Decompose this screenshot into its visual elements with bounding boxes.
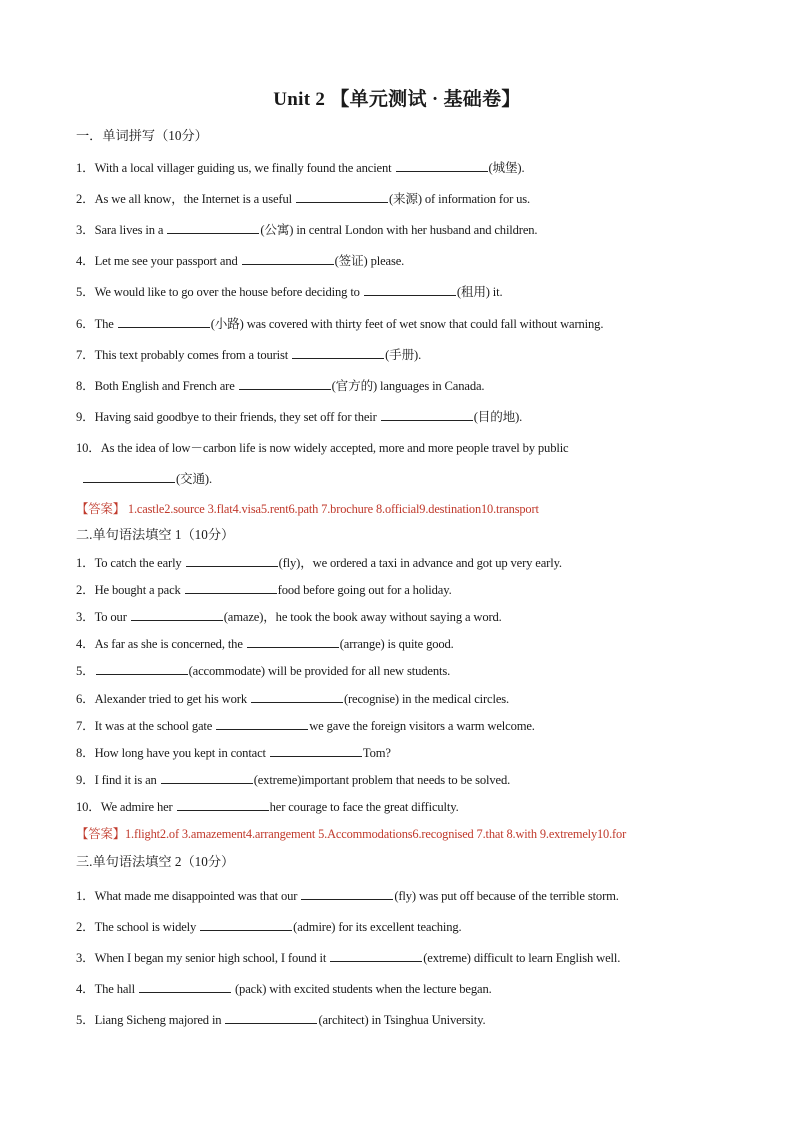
answer-blank[interactable] bbox=[161, 772, 253, 784]
answer-blank[interactable] bbox=[139, 981, 231, 993]
question: 3．Sara lives in a (公寓) in central London with her husband and children. bbox=[76, 223, 538, 237]
question: 3．To our (amaze)，he took the book away without saying a word. bbox=[76, 610, 502, 624]
question: 1．With a local villager guiding us, we finally found the ancient (城堡). bbox=[76, 161, 525, 175]
question: 9．Having said goodbye to their friends, they set off for their (目的地). bbox=[76, 410, 523, 424]
answer-key bbox=[76, 499, 539, 517]
answer-blank[interactable] bbox=[225, 1012, 317, 1024]
answer-text: 1.flight2.of 3.amazement4.arrangement 5.Accommodations6.recognised 7.that 8.with 9.extremely10.for bbox=[124, 827, 627, 841]
answer-blank[interactable] bbox=[296, 191, 388, 203]
answer-label: 【答案】 bbox=[76, 502, 125, 516]
question: 10．We admire her her courage to face the great difficulty. bbox=[76, 800, 459, 814]
answer-text: 1.castle2.source 3.flat4.visa5.rent6.path 7.brochure 8.official9.destination10.transport bbox=[124, 502, 539, 516]
answer-blank[interactable] bbox=[185, 582, 277, 594]
section-heading: 三.单句语法填空 2（10分） bbox=[76, 854, 235, 869]
question: 1．To catch the early (fly)，we ordered a taxi in advance and got up very early. bbox=[76, 556, 562, 570]
question: 4．The hall (pack) with excited students when the lecture began. bbox=[76, 982, 492, 996]
question-continuation: (交通). bbox=[82, 468, 212, 487]
answer-blank[interactable] bbox=[200, 919, 292, 931]
question: 8．How long have you kept in contact Tom? bbox=[76, 746, 391, 760]
question: 3．When I began my senior high school, I found it (extreme) difficult to learn English well. bbox=[76, 951, 621, 965]
question: 8．Both English and French are (官方的) languages in Canada. bbox=[76, 379, 485, 393]
answer-blank[interactable] bbox=[239, 378, 331, 390]
question: 5．We would like to go over the house before deciding to (租用) it. bbox=[76, 285, 503, 299]
answer-blank[interactable] bbox=[330, 950, 422, 962]
question: 4．Let me see your passport and (签证) please. bbox=[76, 254, 405, 268]
answer-key bbox=[76, 824, 626, 842]
answer-blank[interactable] bbox=[96, 663, 188, 675]
answer-blank[interactable] bbox=[301, 888, 393, 900]
answer-blank[interactable] bbox=[292, 347, 384, 359]
question: 5．Liang Sicheng majored in (architect) in Tsinghua University. bbox=[76, 1013, 486, 1027]
answer-blank[interactable] bbox=[270, 745, 362, 757]
answer-blank[interactable] bbox=[118, 316, 210, 328]
answer-blank[interactable] bbox=[251, 691, 343, 703]
answer-blank[interactable] bbox=[177, 799, 269, 811]
section-heading: 二.单句语法填空 1（10分） bbox=[76, 527, 235, 542]
question: 5． (accommodate) will be provided for all new students. bbox=[76, 664, 451, 678]
answer-blank[interactable] bbox=[167, 222, 259, 234]
question: 7．This text probably comes from a tourist (手册). bbox=[76, 348, 422, 362]
question: 1．What made me disappointed was that our (fly) was put off because of the terrible storm. bbox=[76, 889, 619, 903]
answer-blank[interactable] bbox=[186, 555, 278, 567]
answer-blank[interactable] bbox=[83, 471, 175, 483]
answer-blank[interactable] bbox=[364, 284, 456, 296]
answer-label: 【答案】 bbox=[76, 827, 125, 841]
question: 7．It was at the school gate we gave the foreign visitors a warm welcome. bbox=[76, 719, 535, 733]
question: 6．Alexander tried to get his work (recognise) in the medical circles. bbox=[76, 692, 510, 706]
answer-blank[interactable] bbox=[216, 718, 308, 730]
question: 2．As we all know，the Internet is a useful (来源) of information for us. bbox=[76, 192, 531, 206]
answer-blank[interactable] bbox=[381, 409, 473, 421]
question: 10．As the idea of low－carbon life is now widely accepted, more and more people travel by public bbox=[76, 441, 569, 455]
page-title: Unit 2 【单元测试 · 基础卷】 bbox=[273, 89, 521, 110]
answer-blank[interactable] bbox=[242, 253, 334, 265]
answer-blank[interactable] bbox=[131, 609, 223, 621]
answer-blank[interactable] bbox=[247, 636, 339, 648]
answer-blank[interactable] bbox=[396, 160, 488, 172]
question: 9．I find it is an (extreme)important problem that needs to be solved. bbox=[76, 773, 511, 787]
section-heading: 一．单词拼写（10分） bbox=[76, 128, 208, 143]
question: 4．As far as she is concerned, the (arrange) is quite good. bbox=[76, 637, 454, 651]
question: 6．The (小路) was covered with thirty feet of wet snow that could fall without warning. bbox=[76, 317, 604, 331]
question: 2．He bought a pack food before going out for a holiday. bbox=[76, 583, 452, 597]
question: 2．The school is widely (admire) for its excellent teaching. bbox=[76, 920, 462, 934]
